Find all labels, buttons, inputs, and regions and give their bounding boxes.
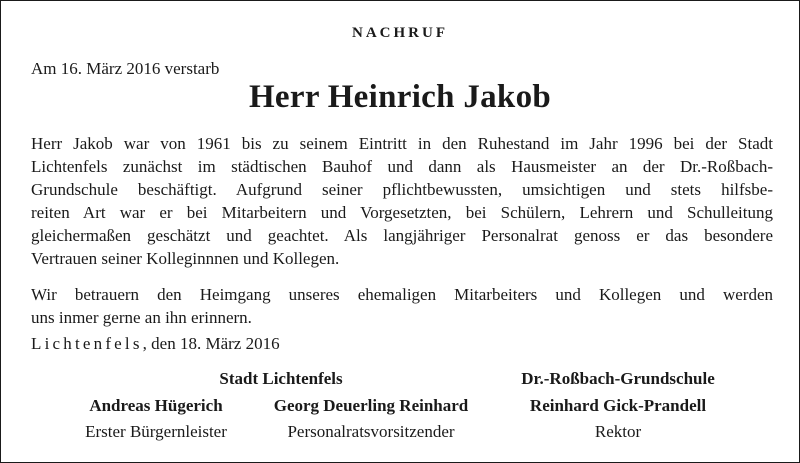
place-date-line (31, 334, 280, 354)
paragraph-line: Grundschule beschäftigt. Aufgrund seiner pflichtbewussten, umsichtigen und stets hilfsbe- (31, 180, 773, 199)
deceased-name: Herr Heinrich Jakob (248, 79, 552, 115)
intro-line: Am 16. März 2016 verstarb (31, 59, 220, 78)
condolence-paragraph (31, 283, 773, 329)
paragraph-line: gleichermaßen geschätzt und geachtet. Als langjähriger Personalrat genoss er das besondere (31, 226, 773, 245)
org-city: Stadt Lichtenfels (219, 369, 343, 388)
signatory-name-mayor: Andreas Hügerich (89, 396, 223, 415)
date-text: , den 18. März 2016 (142, 334, 280, 353)
signatory-name-staff-council: Georg Deuerling Reinhard (273, 396, 469, 415)
biography-paragraph (31, 132, 773, 270)
paragraph-line: uns inmer gerne an ihn erinnern. (31, 308, 252, 327)
paragraph-line: reiten Art war er bei Mitarbeitern und Vorgesetzten, bei Schülern, Lehrern und Schulleitung (31, 203, 773, 222)
signatory-role-mayor: Erster Bürgernleister (85, 422, 227, 441)
paragraph-line: Vertrauen seiner Kolleginnnen und Kollegen. (31, 249, 340, 268)
paragraph-line: Wir betrauern den Heimgang unseres ehemaligen Mitarbeiters und Kollegen und werden (31, 285, 773, 304)
notice-heading: NACHRUF (352, 25, 448, 41)
paragraph-line: Herr Jakob war von 1961 bis zu seinem Eintritt in den Ruhestand im Jahr 1996 bei der Stadt (31, 134, 773, 153)
signatory-role-staff-council: Personalratsvorsitzender (287, 422, 455, 441)
org-school: Dr.-Roßbach-Grundschule (521, 369, 715, 388)
place-name: Lichtenfels (31, 334, 143, 353)
signatory-name-rector: Reinhard Gick-Prandell (529, 396, 707, 415)
paragraph-line: Lichtenfels zunächst im städtischen Bauhof und dann als Hausmeister an der Dr.-Roßbach- (31, 157, 773, 176)
signatory-role-rector: Rektor (594, 422, 642, 441)
